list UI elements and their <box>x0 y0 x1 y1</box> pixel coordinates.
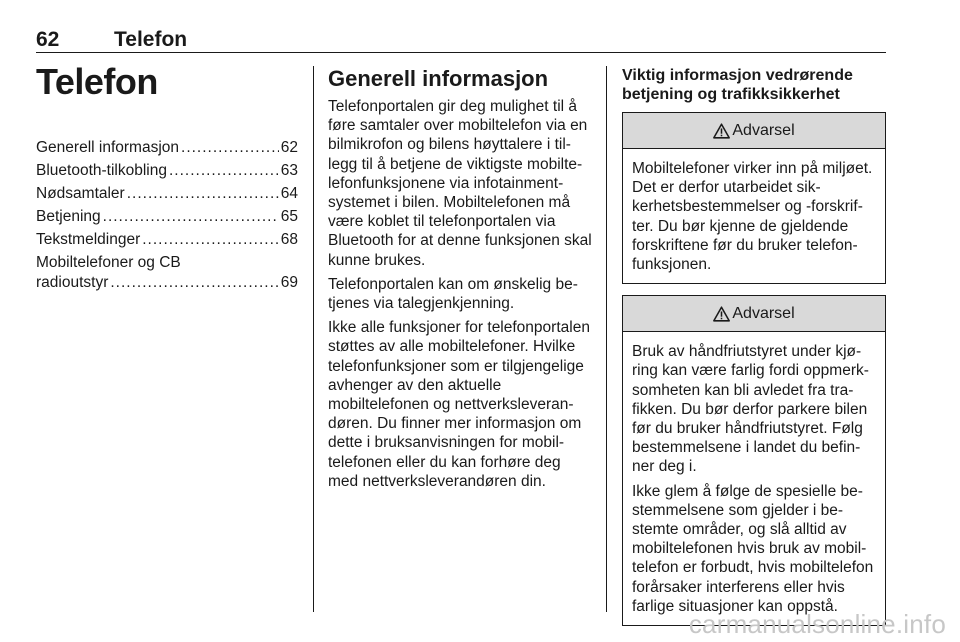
toc-entry-tekstmeldinger[interactable] <box>36 230 298 250</box>
toc-entry-betjening[interactable] <box>36 207 298 227</box>
toc-label: Betjening <box>36 208 101 225</box>
column-divider-2 <box>606 66 607 612</box>
toc-label: radioutstyr <box>36 274 109 291</box>
watermark: carmanualsonline.info <box>688 609 946 639</box>
toc-page: 62 <box>280 139 298 156</box>
warning-header <box>623 296 885 332</box>
running-title: Telefon <box>114 28 188 51</box>
paragraph: Ikke alle funksjoner for telefonportalen støttes av alle mobiltelefoner. Hvilke telefonfunksjoner som er tilgjengelige avhenger av den aktuelle mobiltelefonen og nettverksleverandøren. Du finner mer informasjon om dette i bruksanvisningen for mobiltelefonen eller du kan forhøre deg med nettverksleverandøren din. <box>328 319 590 490</box>
toc-leader <box>142 230 279 250</box>
toc-leader <box>127 184 279 204</box>
header-rule <box>36 52 886 53</box>
toc-leader <box>169 161 279 181</box>
toc-page: 64 <box>280 185 298 202</box>
warning-header <box>623 113 885 149</box>
column-divider-1 <box>313 66 314 612</box>
toc-entry-nodsamtaler[interactable] <box>36 184 298 204</box>
warning-box <box>622 295 886 626</box>
toc-leader <box>103 207 279 227</box>
toc-label: Tekstmeldinger <box>36 231 141 248</box>
toc-page: 69 <box>280 274 298 291</box>
warning-label: Advarsel <box>732 121 795 139</box>
chapter-column <box>36 62 298 296</box>
toc-label: Generell informasjon <box>36 139 180 156</box>
page-number: 62 <box>36 28 60 51</box>
warning-text: Bruk av håndfriutstyret under kjøring kan være farlig fordi oppmerksomheten kan bli avledet fra trafikken. Du bør derfor parkere bilen før du bruker håndfriutstyret. Følg bestemmelsene i landet du befinner deg i. <box>632 343 869 476</box>
paragraph: Telefonportalen kan om ønskelig betjenes via talegjenkjenning. <box>328 275 578 313</box>
toc-label: Bluetooth-tilkobling <box>36 162 167 179</box>
warning-triangle-icon <box>713 123 730 139</box>
toc-entry-mobiltelefoner-cb[interactable] <box>36 253 298 293</box>
toc-leader <box>181 138 279 158</box>
toc-entry-generell[interactable] <box>36 138 298 158</box>
toc-leader <box>110 273 278 293</box>
general-info-column <box>328 66 592 496</box>
toc-entry-bluetooth[interactable] <box>36 161 298 181</box>
table-of-contents <box>36 138 298 293</box>
subsection-title: Viktig informasjon vedrørende betjening og trafikksikkerhet <box>622 67 853 103</box>
paragraph: Telefonportalen gir deg mulighet til å føre samtaler over mobiltelefon via en bilmikrofon og bilens høyttalere i tillegg til å betjene de viktigste mobiltelefonfunksjonene via infotainmentsystemet i bilen. Mobiltelefonen må være koblet til telefonportalen via Bluetooth for at denne funksjonen skal kunne brukes. <box>328 98 592 269</box>
toc-label: Nødsamtaler <box>36 185 125 202</box>
running-head <box>36 28 886 54</box>
warning-text: Ikke glem å følge de spesielle bestemmelsene som gjelder i bestemte områder, og slå alltid av mobiltelefonen hvis bruk av mobiltelefon er forbudt, hvis mobiltelefon forårsaker interferens eller hvis farlige situasjoner kan oppstå. <box>632 482 874 615</box>
warning-label: Advarsel <box>732 304 795 322</box>
safety-column <box>622 66 886 637</box>
toc-page: 63 <box>280 162 298 179</box>
chapter-title: Telefon <box>36 61 158 102</box>
warning-triangle-icon <box>713 306 730 322</box>
toc-page: 65 <box>280 208 298 225</box>
warning-text: Mobiltelefoner virker inn på miljøet. Det er derfor utarbeidet sikkerhetsbestemmelser og -forskrifter. Du bør kjenne de gjeldende forskriftene før du bruker telefonfunksjonen. <box>632 160 873 274</box>
warning-body <box>623 332 885 625</box>
warning-body <box>623 149 885 283</box>
section-title: Generell informasjon <box>328 66 549 91</box>
warning-box <box>622 112 886 284</box>
toc-label-line1: Mobiltelefoner og CB <box>36 254 181 271</box>
toc-page: 68 <box>280 231 298 248</box>
